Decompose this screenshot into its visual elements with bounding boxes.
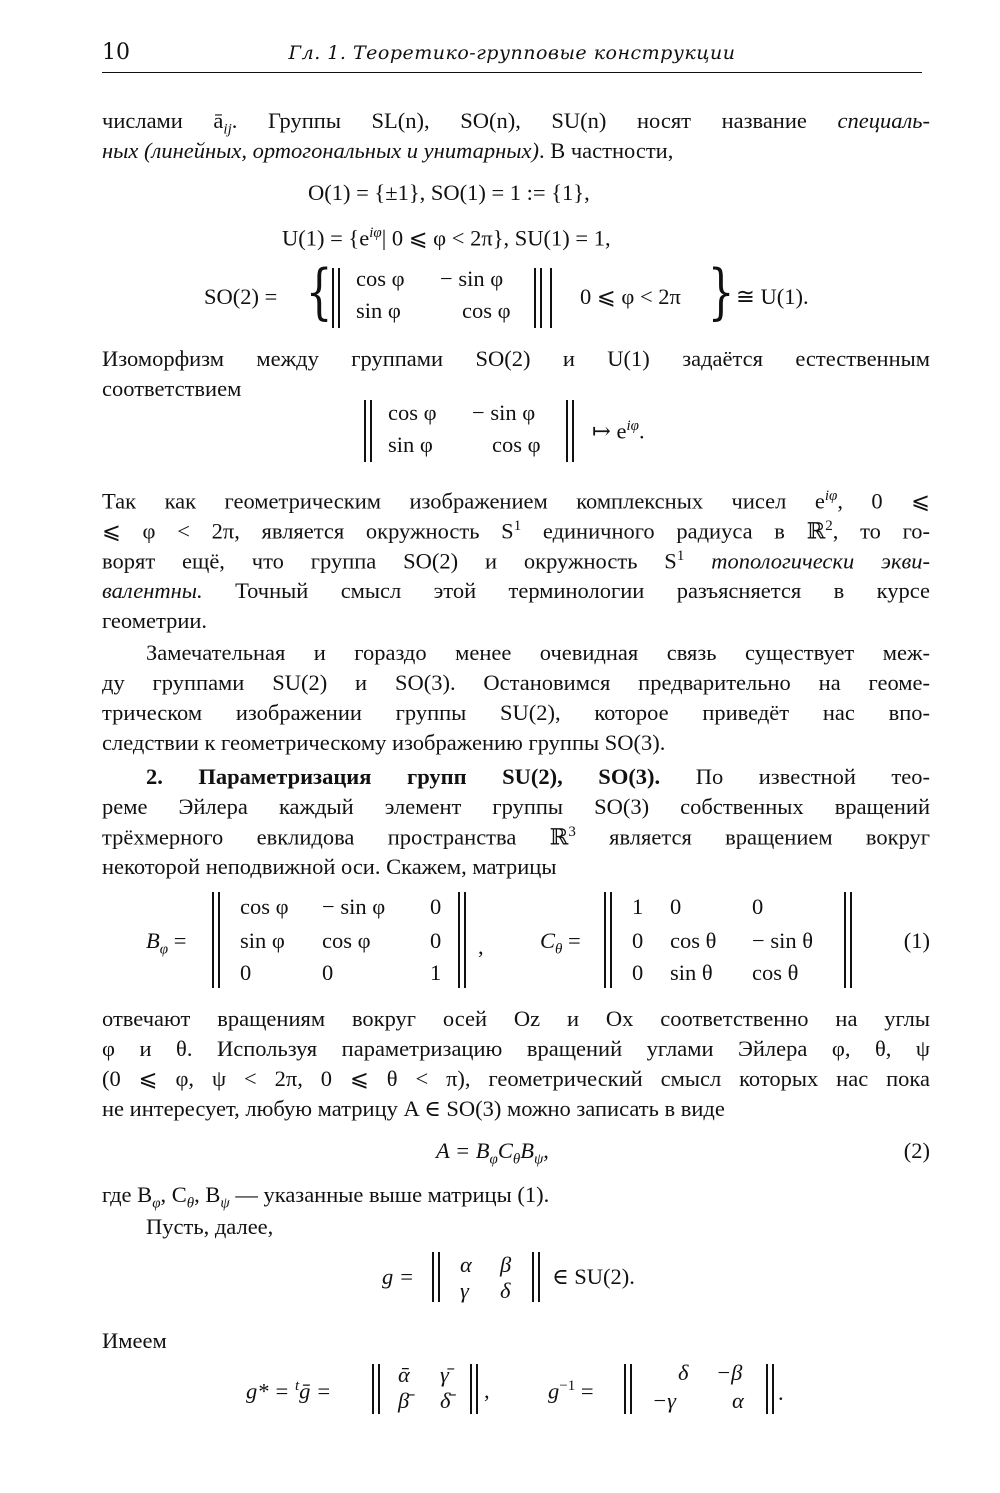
matrix-cell: −γ	[652, 1388, 677, 1413]
matrix-cell: 0	[752, 894, 764, 919]
para7-line1: Имеем	[102, 1328, 167, 1353]
comma: ,	[484, 1378, 490, 1403]
matrix-bar	[438, 1252, 440, 1302]
matrix-bar	[850, 892, 852, 988]
matrix-cell: sin θ	[670, 960, 713, 985]
matrix-cell: sin φ	[388, 432, 433, 457]
matrix-cell: 0	[430, 928, 442, 953]
matrix-bar	[534, 268, 536, 328]
para5-line4: не интересует, любую матрицу A ∈ SO(3) можно записать в виде	[102, 1096, 725, 1121]
matrix-cell: β	[500, 1252, 512, 1277]
matrix-bar	[212, 892, 214, 988]
matrix-bar	[470, 1364, 472, 1414]
matrix-bar	[372, 1364, 374, 1414]
matrix-cell: cos φ	[322, 928, 371, 953]
matrix-cell: cos θ	[752, 960, 799, 985]
matrix-bar	[464, 892, 466, 988]
matrix-cell: cos φ	[240, 894, 289, 919]
b-phi-lhs: $B_\varphi$ =	[146, 928, 187, 958]
matrix-bar	[332, 268, 334, 328]
matrix-cell: α	[732, 1388, 744, 1413]
matrix-cell: 0	[240, 960, 252, 985]
para2-line1: Изоморфизм между группами SO(2) и U(1) задаётся естественным	[102, 346, 930, 371]
para5-line1: отвечают вращениям вокруг осей Oz и Ox соответственно на углы	[102, 1006, 930, 1031]
matrix-cell: sin φ	[356, 298, 401, 323]
matrix-bar	[364, 400, 366, 462]
para3-line5: геометрии.	[102, 608, 208, 633]
para1-line1: числами $ā_{ij}$. Группы SL(n), SO(n), SU(n) носят название специаль-	[102, 108, 930, 138]
matrix-cell: 0	[670, 894, 682, 919]
para5-line2: φ и θ. Используя параметризацию вращений углами Эйлера φ, θ, ψ	[102, 1036, 930, 1061]
g-rhs: ∈ SU(2).	[552, 1264, 635, 1289]
matrix-cell: γ̄	[440, 1362, 449, 1387]
section2-line4: некоторой неподвижной оси. Скажем, матрицы	[102, 854, 557, 879]
matrix-bar	[604, 892, 606, 988]
matrix-cell: cos φ	[492, 432, 541, 457]
matrix-bar	[458, 892, 460, 988]
page-number: 10	[102, 40, 130, 65]
matrix-bar	[476, 1364, 478, 1414]
equation-number-1: (1)	[903, 928, 930, 953]
matrix-bar	[566, 400, 568, 462]
para3-line1: Так как геометрическим изображением комплексных чисел $e^{i\varphi}$, 0 ⩽	[102, 488, 931, 514]
matrix-bar	[844, 892, 846, 988]
matrix-cell: − sin θ	[752, 928, 813, 953]
para4-line2: ду группами SU(2) и SO(3). Остановимся предварительно на геоме-	[102, 670, 930, 695]
equation-o1: O(1) = {±1}, SO(1) = 1 := {1},	[308, 180, 590, 205]
separator-bar	[550, 268, 552, 328]
matrix-cell: 1	[430, 960, 442, 985]
matrix-cell: sin φ	[240, 928, 285, 953]
maps-to: ↦ $e^{i\varphi}$.	[592, 418, 645, 444]
matrix-bar	[432, 1252, 434, 1302]
running-title: Гл. 1. Теоретико-групповые конструкции	[288, 42, 736, 64]
c-theta-lhs: $C_\theta$ =	[540, 928, 581, 958]
matrix-cell: α	[460, 1252, 472, 1277]
period: .	[778, 1380, 784, 1405]
matrix-bar	[624, 1364, 626, 1414]
matrix-cell: − sin φ	[322, 894, 386, 919]
para3-line2: ⩽ φ < 2π, является окружность $S^1$ единичного радиуса в ℝ$^2$, то го-	[102, 518, 931, 544]
para2-line2: соответствием	[102, 376, 242, 401]
g-lhs: g =	[382, 1264, 415, 1289]
matrix-bar	[370, 400, 372, 462]
matrix-bar	[610, 892, 612, 988]
matrix-bar	[378, 1364, 380, 1414]
matrix-cell: 0	[632, 928, 644, 953]
equation-number-2: (2)	[903, 1138, 930, 1163]
so2-rhs: ≅ U(1).	[736, 284, 809, 309]
matrix-bar	[630, 1364, 632, 1414]
section2-line3: трёхмерного евклидова пространства ℝ$^3$ является вращением вокруг	[102, 824, 930, 850]
matrix-bar	[538, 1252, 540, 1302]
para4-line4: следствии к геометрическому изображению группы SO(3).	[102, 730, 666, 755]
matrix-cell: −β	[716, 1360, 743, 1385]
section-heading: 2. Параметризация групп SU(2), SO(3).	[146, 764, 661, 789]
so2-lhs: SO(2) =	[204, 284, 278, 309]
gstar-lhs: g* = $^t$ḡ =	[246, 1378, 332, 1404]
matrix-cell: cos θ	[670, 928, 717, 953]
para4-line3: трическом изображении группы SU(2), которое приведёт нас впо-	[102, 700, 930, 725]
matrix-bar	[772, 1364, 774, 1414]
matrix-cell: 1	[632, 894, 644, 919]
para1-line2: ных (линейных, ортогональных и унитарных). В частности,	[102, 138, 674, 163]
matrix-bar	[218, 892, 220, 988]
matrix-cell: δ̄	[440, 1388, 451, 1413]
equation-u1: $U(1) = \{e^{i\varphi}|$ 0 ⩽ φ < 2π}, SU(1) = 1,	[282, 225, 611, 251]
matrix-cell: γ	[460, 1278, 469, 1303]
matrix-cell: δ	[678, 1360, 689, 1385]
matrix-cell: ᾱ	[398, 1362, 410, 1387]
matrix-bar	[338, 268, 340, 328]
matrix-cell: − sin φ	[472, 400, 536, 425]
matrix-cell: cos φ	[388, 400, 437, 425]
matrix-cell: − sin φ	[440, 266, 504, 291]
running-header	[102, 40, 922, 73]
matrix-cell: β̄	[398, 1388, 410, 1413]
matrix-bar	[766, 1364, 768, 1414]
matrix-bar	[572, 400, 574, 462]
matrix-bar	[532, 1252, 534, 1302]
comma: ,	[478, 934, 484, 959]
matrix-cell: δ	[500, 1278, 511, 1303]
para6-line1: где $B_\varphi$, $C_\theta$, $B_\psi$ — указанные выше матрицы (1).	[102, 1182, 550, 1212]
right-brace: }	[707, 257, 735, 327]
ginv-lhs: $g^{-1}$ =	[548, 1378, 594, 1404]
para4-line1: Замечательная и гораздо менее очевидная связь существует меж-	[146, 640, 930, 665]
matrix-cell: 0	[322, 960, 334, 985]
equation-2: $A = B_\varphi C_\theta B_\psi$,	[436, 1138, 549, 1168]
matrix-cell: cos φ	[356, 266, 405, 291]
para3-line3: ворят ещё, что группа SO(2) и окружность $S^1$ топологически экви-	[102, 548, 931, 574]
matrix-cell: 0	[430, 894, 442, 919]
matrix-cell: cos φ	[462, 298, 511, 323]
matrix-cell: 0	[632, 960, 644, 985]
para5-line3: (0 ⩽ φ, ψ < 2π, 0 ⩽ θ < π), геометрический смысл которых нас пока	[102, 1066, 930, 1091]
matrix-bar	[540, 268, 542, 328]
section2-line1: 2. Параметризация групп SU(2), SO(3). По известной тео-	[146, 764, 930, 789]
section2-line2: реме Эйлера каждый элемент группы SO(3) собственных вращений	[102, 794, 930, 819]
para3-line4: валентны. Точный смысл этой терминологии разъясняется в курсе	[102, 578, 930, 603]
left-brace: {	[305, 257, 333, 327]
so2-condition: 0 ⩽ φ < 2π	[580, 284, 681, 309]
para6-line2: Пусть, далее,	[146, 1214, 274, 1239]
